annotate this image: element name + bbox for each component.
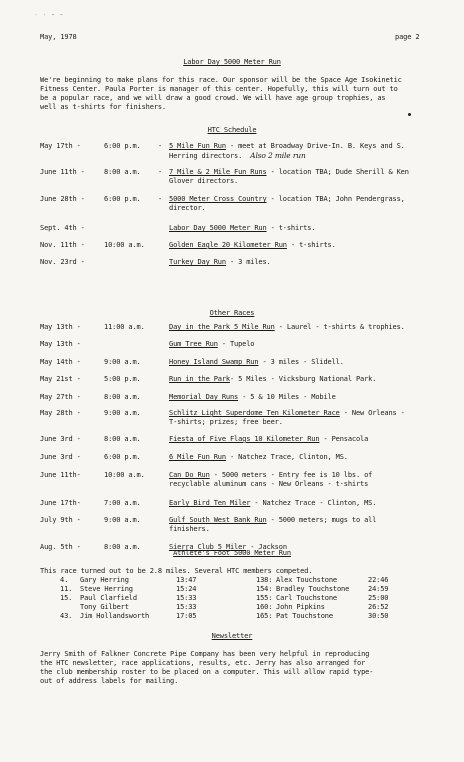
race-date: June 3rd - (40, 435, 81, 443)
race-name: Sierra Club 5 Miler (169, 543, 247, 551)
header-date: May, 1978 (40, 33, 77, 41)
race-date: May 21st - (40, 375, 81, 383)
event-name: 7 Mile & 2 Mile Fun Runs (169, 168, 267, 176)
race-date: June 3rd - (40, 453, 81, 461)
event-date: Sept. 4th - (40, 224, 85, 232)
result-time: 24:59 (368, 585, 389, 593)
result-name: Paul Clarfield (80, 594, 137, 602)
result-place: 165: (256, 612, 273, 620)
labor-day-line: We're beginning to make plans for this race. Our sponsor will be the Space Age Isokinetic (40, 76, 402, 84)
event-dash: - (158, 195, 163, 203)
race-details: - New Orleans - (339, 409, 405, 417)
event-line (169, 241, 336, 250)
result-place: 155: (256, 594, 273, 602)
race-name: Schlitz Light Superdome Ten Kilometer Race (169, 409, 340, 417)
event-details-cont (169, 204, 206, 213)
race-details-line2: T-shirts; prizes; free beer. (169, 418, 283, 426)
newsletter-line: Jerry Smith of Falkner Concrete Pipe Company has been very helpful in reproducing (40, 650, 370, 658)
race-date: June 17th- (40, 499, 81, 507)
race-line (169, 499, 376, 508)
result-place: 160: (256, 603, 273, 611)
race-name: Gulf South West Bank Run (169, 516, 267, 524)
event-date: June 11th - (40, 168, 85, 176)
race-name: Day in the Park 5 Mile Run (169, 323, 275, 331)
result-name: John Pipkins (276, 603, 325, 611)
race-name: Run in the Park (169, 375, 230, 383)
result-name: Tony Gilbert (80, 603, 129, 611)
race-name: Fiesta of Five Flags 10 Kilometer Run (169, 435, 320, 443)
race-line (169, 340, 254, 349)
race-name: Memorial Day Runs (169, 393, 239, 401)
race-line (169, 323, 405, 332)
race-time: 9:00 a.m. (104, 409, 141, 417)
race-date: Aug. 5th - (40, 543, 81, 551)
race-time: 7:00 a.m. (104, 499, 141, 507)
race-details: - Natchez Trace, Clinton, MS. (225, 453, 348, 461)
race-time: 5:00 p.m. (104, 375, 141, 383)
race-details: - 5 Miles - Vicksburg National Park. (229, 375, 377, 383)
labor-day-title: Labor Day 5000 Meter Run (183, 58, 281, 66)
race-details: - 5000 meters; mugs to all (266, 516, 377, 524)
event-name: 5 Mile Fun Run (169, 142, 226, 150)
race-time: 6:00 p.m. (104, 453, 141, 461)
event-details-cont (169, 177, 238, 186)
event-details: - t-shirts. (266, 224, 316, 232)
event-time: 6:00 p.m. (104, 142, 141, 150)
event-name: Golden Eagle 20 Kilometer Run (169, 241, 287, 249)
event-name: Turkey Day Run (169, 258, 226, 266)
result-time: 15:33 (176, 594, 197, 602)
labor-day-line: well as t-shirts for finishers. (40, 103, 166, 111)
result-time: 22:46 (368, 576, 389, 584)
htc-schedule-title: HTC Schedule (207, 126, 257, 134)
result-place: 15. (60, 594, 73, 602)
event-details: - t-shirts. (286, 241, 336, 249)
labor-day-line: be a popular race, and we will draw a good crowd. We will have age group trophies, as (40, 94, 386, 102)
race-name: Can Do Run (169, 471, 210, 479)
handwritten-note: Also 2 mile run (250, 151, 306, 160)
race-details: - Laurel - t-shirts & trophies. (274, 323, 405, 331)
event-line (169, 142, 405, 151)
event-line (169, 224, 315, 233)
race-line (169, 516, 376, 525)
event-name: Labor Day 5000 Meter Run (169, 224, 267, 232)
event-details-line2: Glover directors. (169, 177, 239, 185)
race-date: June 11th- (40, 471, 81, 479)
race-line (169, 453, 348, 462)
result-name: Steve Herring (80, 585, 133, 593)
race-line (169, 375, 376, 384)
race-date: May 13th - (40, 340, 81, 348)
event-date: June 28th - (40, 195, 85, 203)
event-date: May 17th - (40, 142, 81, 150)
race-time: 9:00 a.m. (104, 516, 141, 524)
athletes-foot-title: Athlete's Foot 5000 Meter Run (173, 549, 291, 557)
result-place: 154: (256, 585, 273, 593)
race-line (169, 358, 344, 367)
newsletter-line: out of address labels for mailing. (40, 677, 179, 685)
race-time: 9:00 a.m. (104, 358, 141, 366)
newsletter-line: the HTC newsletter, race applications, results, etc. Jerry has also arranged for (40, 659, 366, 667)
race-name: Early Bird Ten Miler (169, 499, 251, 507)
result-time: 15:24 (176, 585, 197, 593)
result-time: 26:52 (368, 603, 389, 611)
other-races-title: Other Races (209, 309, 255, 317)
race-details-line2: recyclable aluminum cans - New Orleans - t-shirts (169, 480, 369, 488)
event-details: - meet at Broadway Drive-In. B. Keys and S. (225, 142, 405, 150)
result-place: 43. (60, 612, 73, 620)
race-date: May 14th - (40, 358, 81, 366)
event-line (169, 168, 409, 177)
event-dash: - (158, 142, 163, 150)
race-date: July 9th - (40, 516, 81, 524)
event-dash: - (158, 168, 163, 176)
race-date: May 13th - (40, 323, 81, 331)
event-details: - location TBA; John Pendergrass, (266, 195, 405, 203)
event-name: 5000 Meter Cross Country (169, 195, 267, 203)
event-date: Nov. 11th - (40, 241, 85, 249)
race-time: 8:00 a.m. (104, 393, 141, 401)
race-name: Honey Island Swamp Run (169, 358, 259, 366)
race-details: - Pensacola (319, 435, 369, 443)
race-time: 8:00 a.m. (104, 435, 141, 443)
ink-dot (408, 113, 411, 116)
labor-day-line: Fitness Center. Paula Porter is manager of this center. Hopefully, this will turn out to (40, 85, 398, 93)
newsletter-line: the club membership roster to be placed on a computer. This will allow rapid type- (40, 668, 374, 676)
page-number: page 2 (395, 33, 420, 41)
event-details-line2: Herring directors. (169, 152, 243, 160)
race-line (169, 471, 372, 480)
race-details-line2: finishers. (169, 525, 210, 533)
event-details: - location TBA; Dude Sherill & Ken (266, 168, 409, 176)
paper-mark: ˙ ˙ ˉ ˉ (34, 14, 64, 22)
event-details-cont (169, 151, 306, 161)
result-name: Pat Touchstone (276, 612, 333, 620)
result-place: 4. (60, 576, 69, 584)
race-details: - 3 miles - Slidell. (258, 358, 344, 366)
race-time: 11:00 a.m. (104, 323, 145, 331)
result-name: Alex Touchstone (276, 576, 337, 584)
event-time: 8:00 a.m. (104, 168, 141, 176)
race-details: - 5 & 10 Miles - Mobile (238, 393, 336, 401)
result-place: 138: (256, 576, 273, 584)
result-place: 11. (60, 585, 73, 593)
athletes-foot-intro: This race turned out to be 2.8 miles. Several HTC members competed. (40, 567, 313, 575)
race-name: 6 Mile Fun Run (169, 453, 226, 461)
result-time: 30:50 (368, 612, 389, 620)
result-name: Carl Touchstone (276, 594, 337, 602)
race-name: Gum Tree Run (169, 340, 218, 348)
race-details: - Jackson (246, 543, 287, 551)
event-date: Nov. 23rd - (40, 258, 85, 266)
race-line (169, 409, 405, 418)
race-details: - Natchez Trace - Clinton, MS. (250, 499, 377, 507)
result-time: 15:33 (176, 603, 197, 611)
event-time: 10:00 a.m. (104, 241, 145, 249)
event-line (169, 258, 271, 267)
race-time: 10:00 a.m. (104, 471, 145, 479)
race-date: May 28th - (40, 409, 81, 417)
result-time: 25:00 (368, 594, 389, 602)
race-details: - Tupelo (217, 340, 255, 348)
race-time: 8:00 a.m. (104, 543, 141, 551)
race-date: May 27th - (40, 393, 81, 401)
newsletter-title: Newsletter (211, 632, 253, 640)
event-line (169, 195, 405, 204)
result-name: Gary Herring (80, 576, 129, 584)
event-details: - 3 miles. (225, 258, 271, 266)
event-time: 6:00 p.m. (104, 195, 141, 203)
result-time: 17:05 (176, 612, 197, 620)
result-name: Jim Hollandsworth (80, 612, 150, 620)
result-time: 13:47 (176, 576, 197, 584)
event-details-line2: director. (169, 204, 206, 212)
race-line (169, 435, 368, 444)
race-details: - 5000 meters - Entry fee is 10 lbs. of (209, 471, 373, 479)
result-name: Bradley Touchstone (276, 585, 350, 593)
race-line (169, 393, 336, 402)
